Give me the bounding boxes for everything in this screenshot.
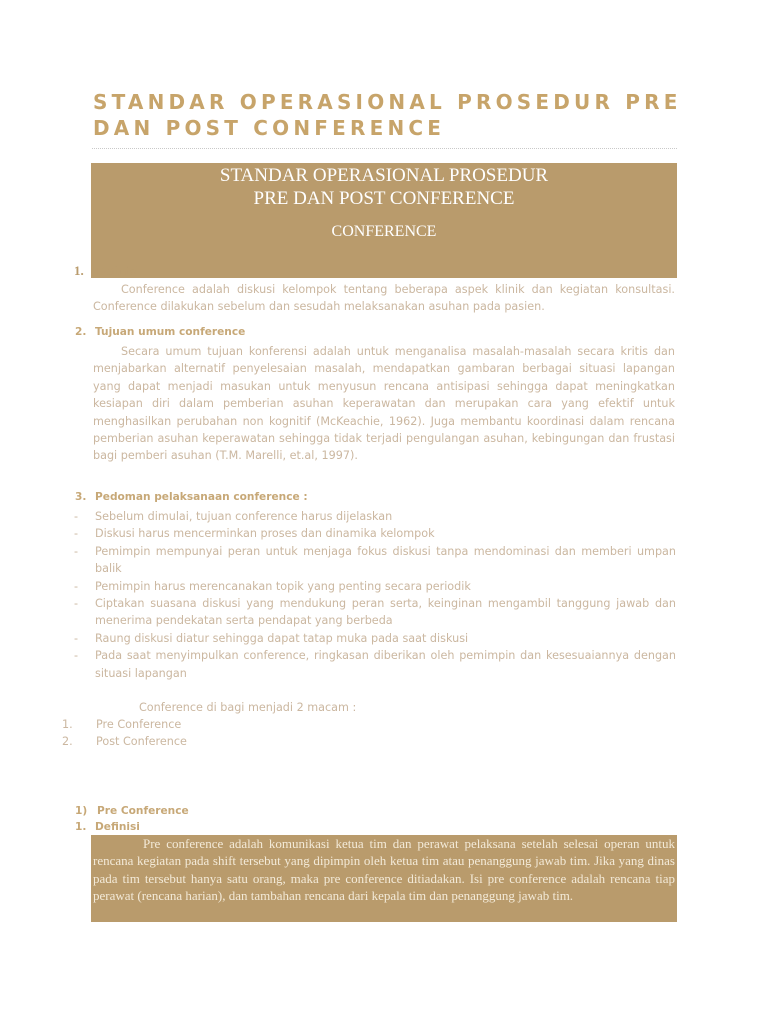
section-2-text: Secara umum tujuan konferensi adalah untuk menganalisa masalah-masalah secara kritis dan menjabarkan alternatif penyelesaian masalah, mendapatkan gambaran berbagai situasi lapangan yang dapat menjadi masukan untuk menyusun rencana antisipasi sehingga dapat meningkatkan kesiapan diri dalam pemberian asuhan keperawatan dan merupakan cara yang efektif untuk menghasilkan perubahan non kognitif (McKeachie, 1962). Juga membantu koordinasi dalam rencana pemberian asuhan keperawatan sehingga tidak terjadi pengulangan asuhan, kebingungan dan frustasi bagi pemberi asuhan (T.M. Marelli, et.al, 1997). xyxy=(93,345,675,463)
banner-title-line-1: STANDAR OPERASIONAL PROSEDUR xyxy=(219,165,549,186)
section-1-number: 1. xyxy=(74,263,84,278)
banner-subtitle: CONFERENCE xyxy=(331,223,437,240)
section-2-title: Tujuan umum conference xyxy=(95,326,246,338)
section-1-text: Conference adalah diskusi kelompok tentang beberapa aspek klinik dan kegiatan konsultasi. Conference dilakukan sebelum dan sesudah melaksanakan asuhan pada pasien. xyxy=(93,283,675,314)
section-2-number: 2. xyxy=(75,326,87,338)
type-1-number: 1. xyxy=(62,718,73,731)
type-2-number: 2. xyxy=(62,735,73,748)
pre-definition-number: 1. xyxy=(75,821,87,833)
banner-title-line-2: PRE DAN POST CONFERENCE xyxy=(253,188,515,209)
section-3-number: 3. xyxy=(75,491,87,503)
section-3-title: Pedoman pelaksanaan conference : xyxy=(95,491,308,503)
page-title: STANDAR OPERASIONAL PROSEDUR PRE DAN POST CONFERENCE xyxy=(93,90,682,140)
pre-conference-definition-text: Pre conference adalah komunikasi ketua tim dan perawat pelaksana setelah selesai operan untuk rencana kegiatan pada shift tersebut yang dipimpin oleh ketua tim atau penanggung jawab tim. Jika yang dinas pada tim tersebut hanya satu orang, maka pre conference ditiadakan. Isi pre conference adalah rencana tiap perawat (rencana harian), dan tambahan rencana dari kepala tim dan penanggung jawab tim. xyxy=(91,835,677,922)
pre-conference-title: Pre Conference xyxy=(97,805,189,817)
type-2-label: Post Conference xyxy=(96,735,187,748)
types-intro: Conference di bagi menjadi 2 macam : xyxy=(139,701,357,714)
type-1-label: Pre Conference xyxy=(96,718,182,731)
title-divider xyxy=(92,148,677,149)
section-1-title: Definisi xyxy=(96,263,139,278)
pre-conference-number: 1) xyxy=(75,805,88,817)
title-banner xyxy=(91,163,677,278)
pre-definition-title: Definisi xyxy=(95,821,140,833)
